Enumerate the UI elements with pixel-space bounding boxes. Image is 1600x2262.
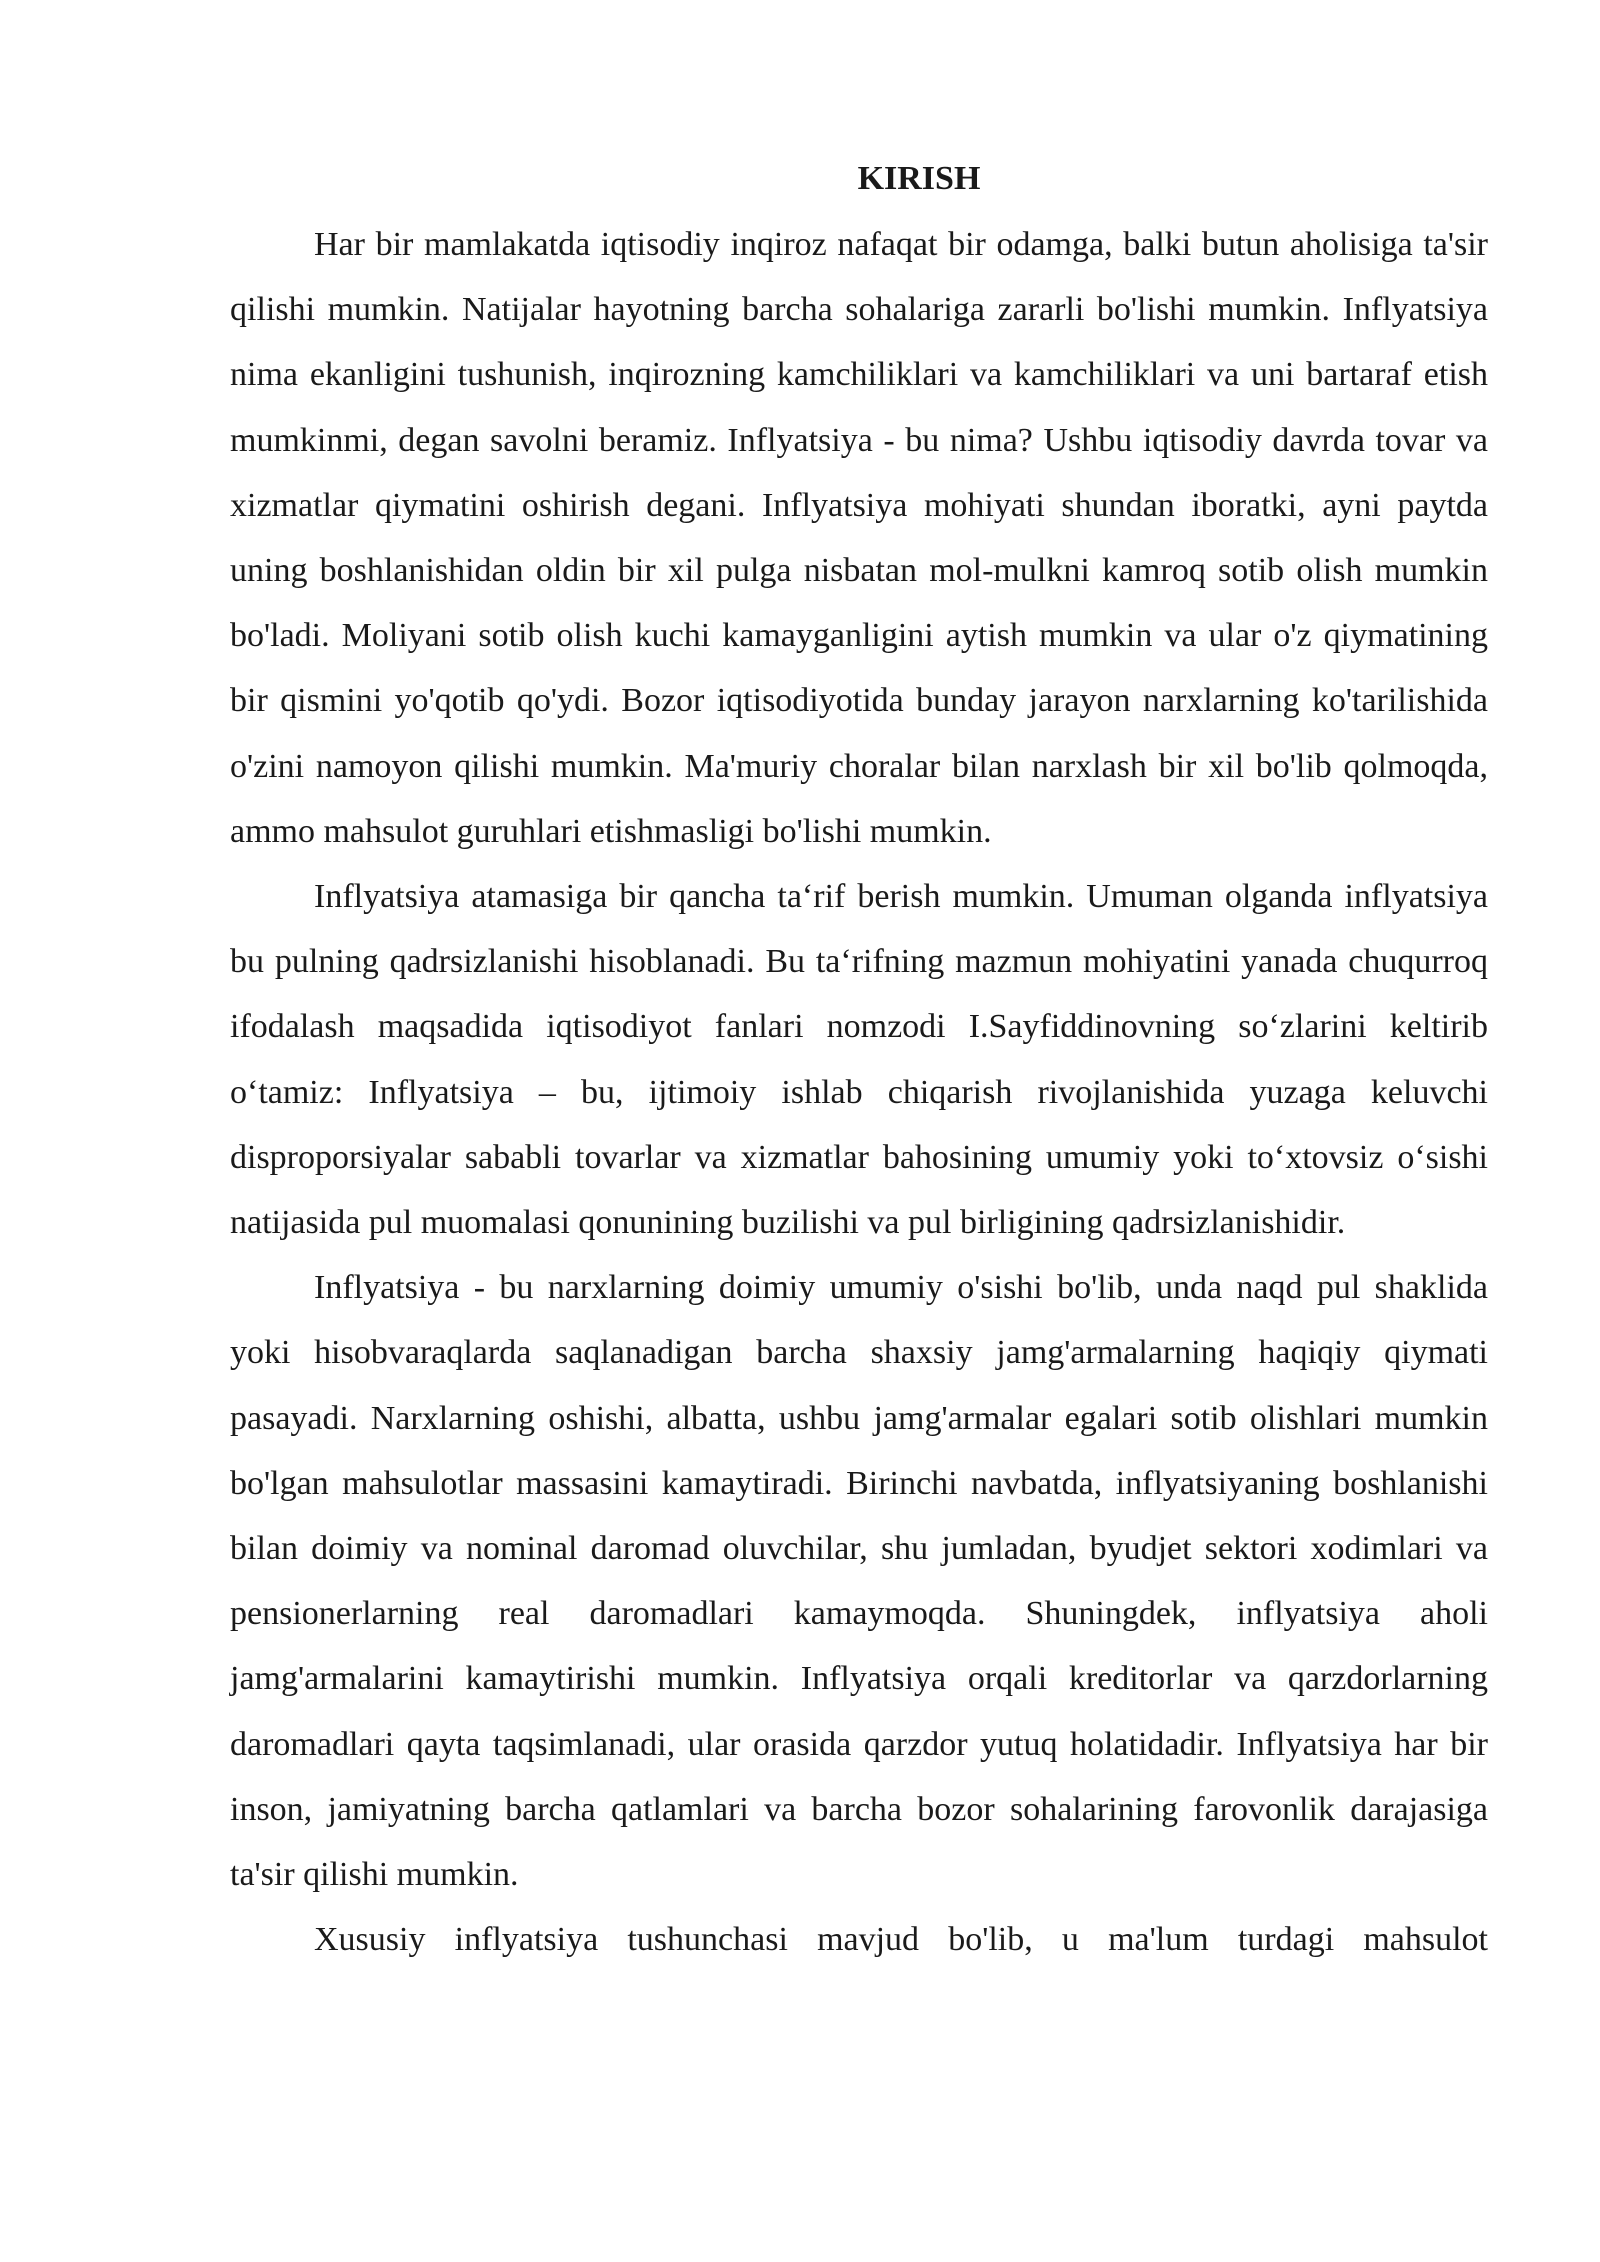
- paragraph-private-inflation: Xususiy inflyatsiya tushunchasi mavjud bo'lib, u ma'lum turdagi mahsulot: [314, 1921, 1488, 1959]
- paragraph-definition: Inflyatsiya atamasiga bir qancha ta‘rif berish mumkin. Umuman olganda inflyatsiya bu pulning qadrsizlanishi hisoblanadi. Bu ta‘rifning mazmun mohiyatini yanada chuqurroq ifodalash maqsadida iqtisodiyot fanlari nomzodi I.Sayfiddinovning so‘zlarini keltirib o‘tamiz: Inflyatsiya – bu, ijtimoiy ishlab chiqarish rivojlanishida yuzaga keluvchi disproporsiyalar sababli tovarlar va xizmatlar bahosining umumiy yoki to‘xtovsiz o‘sishi natijasida pul muomalasi qonunining buzilishi va pul birligining qadrsizlanishidir.: [230, 878, 1488, 1242]
- paragraph-effects: Inflyatsiya - bu narxlarning doimiy umumiy o'sishi bo'lib, unda naqd pul shaklida yoki hisobvaraqlarda saqlanadigan barcha shaxsiy jamg'armalarning haqiqiy qiymati pasayadi. Narxlarning oshishi, albatta, ushbu jamg'armalar egalari sotib olishlari mumkin bo'lgan mahsulotlar massasini kamaytiradi. Birinchi navbatda, inflyatsiyaning boshlanishi bilan doimiy va nominal daromad oluvchilar, shu jumladan, byudjet sektori xodimlari va pensionerlarning real daromadlari kamaymoqda. Shuningdek, inflyatsiya aholi jamg'armalarini kamaytirishi mumkin. Inflyatsiya orqali kreditorlar va qarzdorlarning daromadlari qayta taqsimlanadi, ular orasida qarzdor yutuq holatidadir. Inflyatsiya har bir inson, jamiyatning barcha qatlamlari va barcha bozor sohalarining farovonlik darajasiga ta'sir qilishi mumkin.: [230, 1269, 1488, 1894]
- paragraph-intro: Har bir mamlakatda iqtisodiy inqiroz nafaqat bir odamga, balki butun aholisiga ta'sir qilishi mumkin. Natijalar hayotning barcha sohalariga zararli bo'lishi mumkin. Inflyatsiya nima ekanligini tushunish, inqirozning kamchiliklari va kamchiliklari va uni bartaraf etish mumkinmi, degan savolni beramiz. Inflyatsiya - bu nima? Ushbu iqtisodiy davrda tovar va xizmatlar qiymatini oshirish degani. Inflyatsiya mohiyati shundan iboratki, ayni paytda uning boshlanishidan oldin bir xil pulga nisbatan mol-mulkni kamroq sotib olish mumkin bo'ladi. Moliyani sotib olish kuchi kamayganligini aytish mumkin va ular o'z qiymatining bir qismini yo'qotib qo'ydi. Bozor iqtisodiyotida bunday jarayon narxlarning ko'tarilishida o'zini namoyon qilishi mumkin. Ma'muriy choralar bilan narxlash bir xil bo'lib qolmoqda, ammo mahsulot guruhlari etishmasligi bo'lishi mumkin.: [230, 226, 1488, 850]
- page-title: KIRISH: [857, 160, 981, 197]
- document-body: [230, 146, 1488, 1972]
